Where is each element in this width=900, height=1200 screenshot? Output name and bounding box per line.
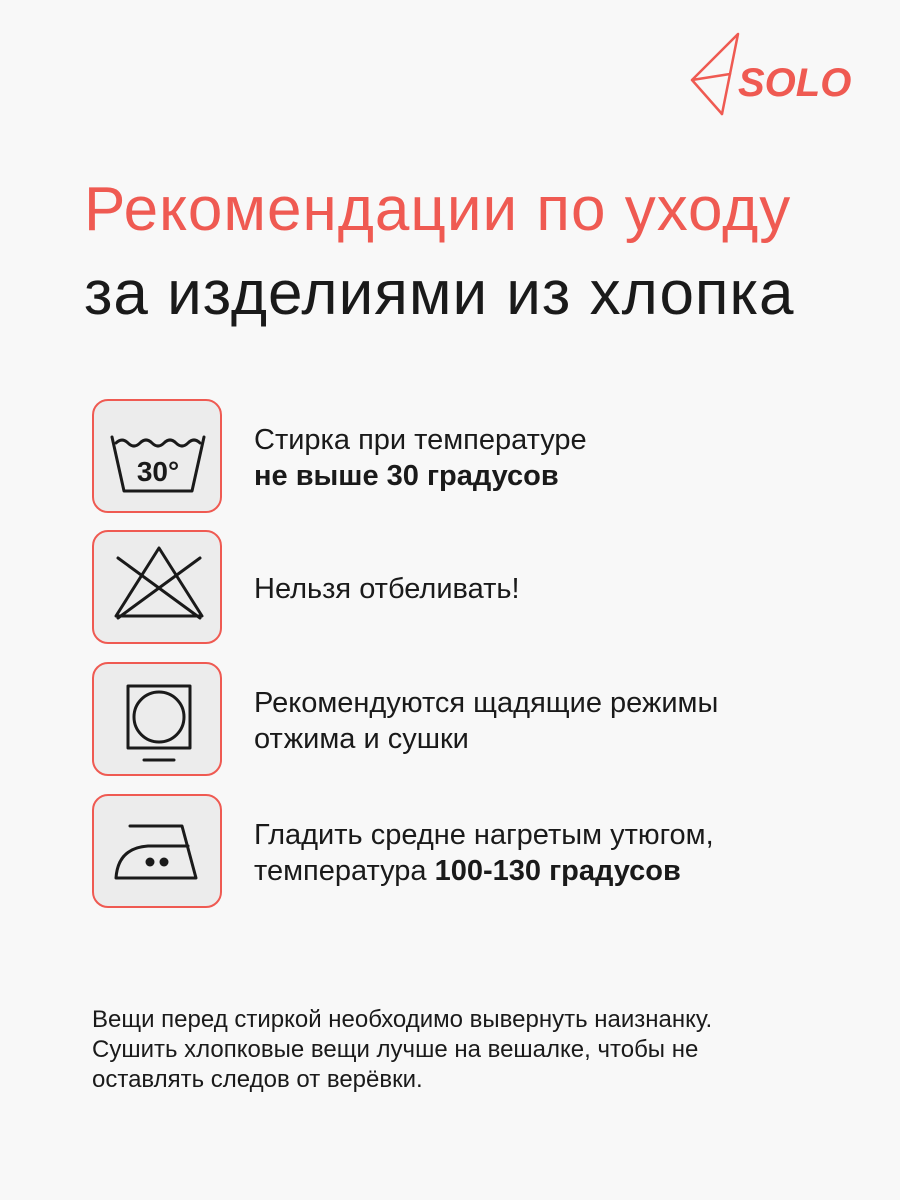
footer-line-2: Сушить хлопковые вещи лучше на вешалке, чтобы не bbox=[92, 1036, 699, 1063]
care-item-dry bbox=[92, 662, 852, 780]
wash-temperature-label: 30° bbox=[136, 456, 180, 487]
care-text bbox=[254, 571, 834, 607]
care-text-bold: не выше 30 градусов bbox=[254, 460, 559, 492]
icon-box bbox=[92, 399, 222, 513]
footer-note bbox=[92, 1005, 852, 1095]
solo-logo bbox=[688, 28, 858, 118]
care-text-line-2: отжима и сушки bbox=[254, 723, 469, 755]
care-item-bleach bbox=[92, 530, 852, 648]
footer-line-3: оставлять следов от верёвки. bbox=[92, 1066, 423, 1093]
care-text-prefix: температура bbox=[254, 855, 435, 887]
care-text-line-1: Рекомендуются щадящие режимы bbox=[254, 687, 719, 719]
no-bleach-icon bbox=[94, 532, 224, 646]
icon-box bbox=[92, 530, 222, 644]
tumble-dry-icon bbox=[94, 664, 224, 778]
title-line-2: за изделиями из хлопка bbox=[84, 259, 795, 328]
care-text bbox=[254, 422, 834, 494]
iron-two-dots-icon bbox=[94, 796, 224, 910]
care-text-normal: Стирка при температуре bbox=[254, 424, 587, 456]
icon-box bbox=[92, 794, 222, 908]
page-title bbox=[84, 168, 864, 336]
care-text-normal: Нельзя отбеливать! bbox=[254, 573, 520, 605]
logo-text: SOLO bbox=[738, 61, 852, 105]
solo-logo-mark bbox=[688, 28, 858, 118]
care-item-iron bbox=[92, 794, 852, 912]
care-text-bold: 100-130 градусов bbox=[434, 855, 681, 887]
wash-30-icon bbox=[94, 401, 224, 515]
care-text-line-1: Гладить средне нагретым утюгом, bbox=[254, 819, 714, 851]
icon-box bbox=[92, 662, 222, 776]
care-text bbox=[254, 685, 834, 757]
care-text bbox=[254, 817, 834, 889]
title-line-1: Рекомендации по уходу bbox=[84, 175, 792, 244]
footer-line-1: Вещи перед стиркой необходимо вывернуть наизнанку. bbox=[92, 1006, 713, 1033]
care-item-wash bbox=[92, 399, 852, 517]
